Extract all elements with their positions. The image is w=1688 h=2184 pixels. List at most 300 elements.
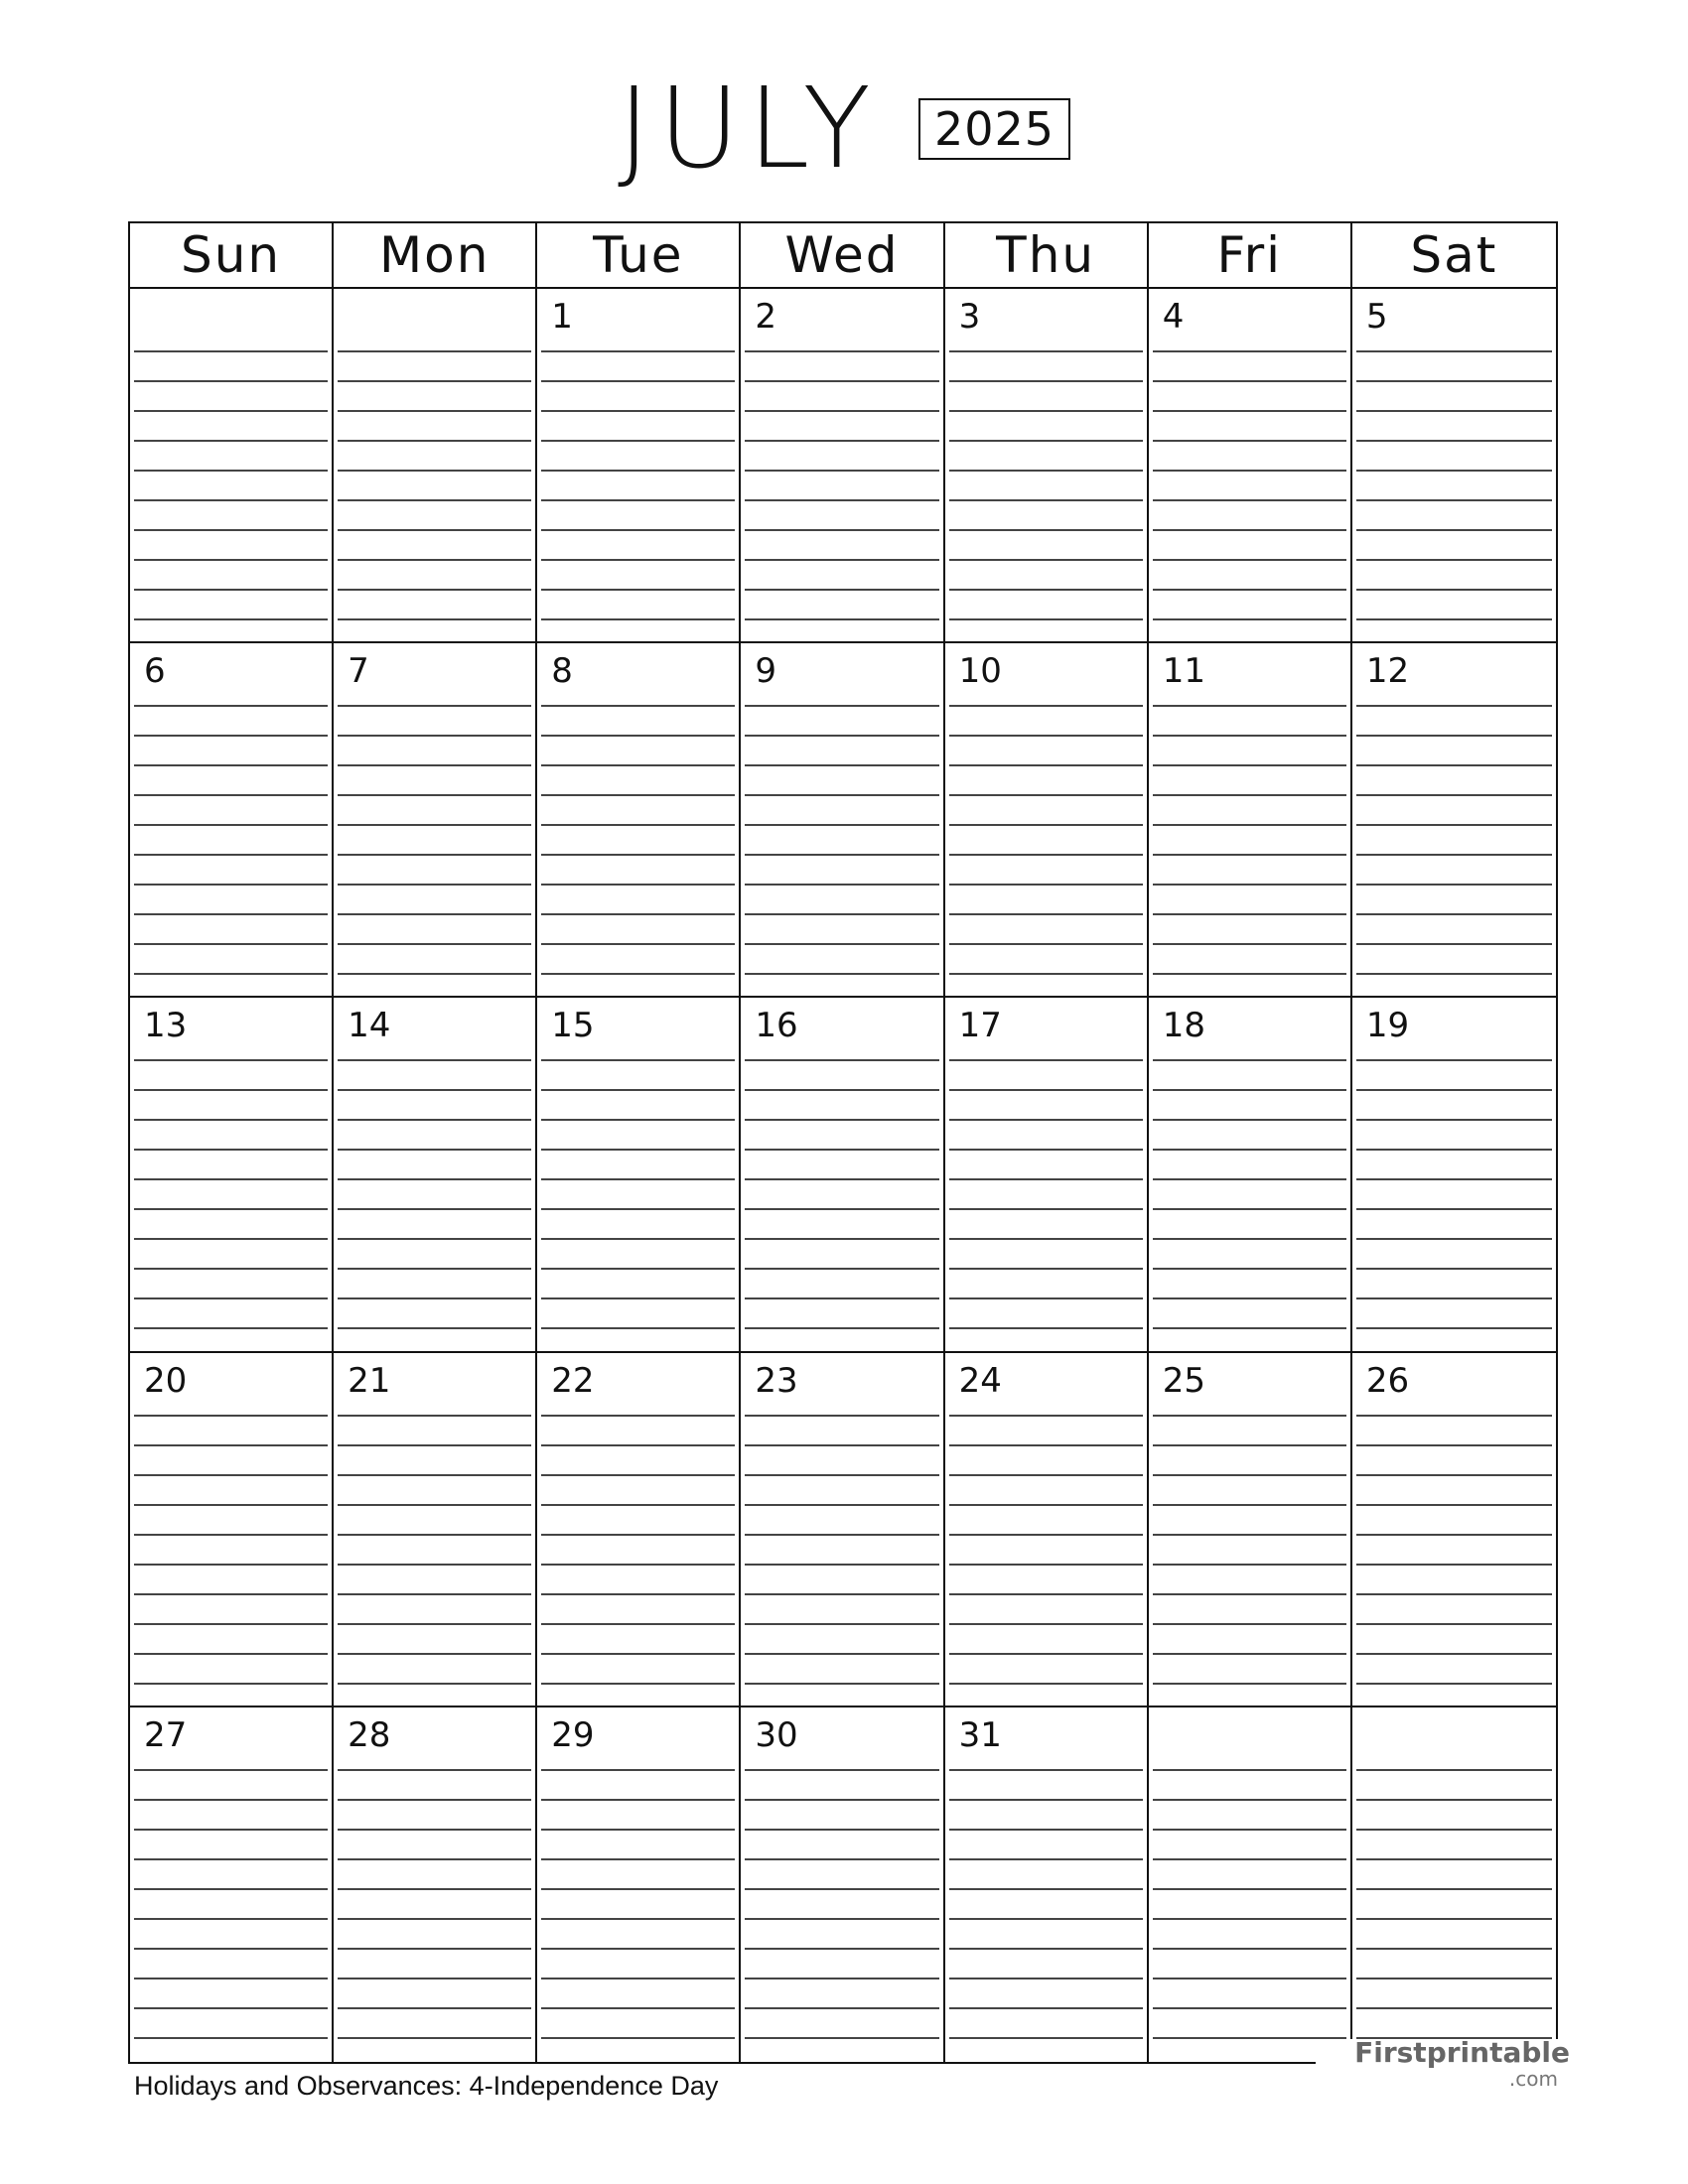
writing-line: [338, 913, 531, 915]
writing-line: [745, 1059, 938, 1061]
writing-line: [134, 1534, 328, 1536]
writing-line: [1356, 1918, 1552, 1920]
day-number: 23: [755, 1360, 798, 1401]
day-cell[interactable]: [741, 1353, 944, 1706]
day-cell[interactable]: [1352, 643, 1556, 996]
day-number: 6: [144, 651, 166, 692]
writing-line: [745, 1474, 938, 1476]
writing-line: [134, 1769, 328, 1771]
writing-line: [949, 440, 1143, 442]
writing-line: [745, 2037, 938, 2039]
writing-line: [338, 410, 531, 412]
year-badge: 2025: [918, 98, 1070, 161]
writing-line: [134, 913, 328, 915]
writing-line: [134, 943, 328, 945]
writing-line: [541, 1119, 735, 1121]
writing-line: [949, 1564, 1143, 1566]
writing-line: [1356, 380, 1552, 382]
writing-line: [745, 735, 938, 737]
writing-line: [541, 854, 735, 856]
writing-line: [745, 499, 938, 501]
calendar-grid: [128, 221, 1558, 2064]
day-number: 11: [1162, 651, 1205, 692]
writing-line: [745, 1089, 938, 1091]
writing-line: [541, 2037, 735, 2039]
writing-line: [949, 1059, 1143, 1061]
day-number: 30: [755, 1714, 798, 1755]
writing-line: [134, 589, 328, 591]
writing-line: [1153, 529, 1346, 531]
writing-line: [541, 2007, 735, 2009]
writing-line: [134, 1474, 328, 1476]
weeks-container: [130, 289, 1556, 2062]
writing-line: [1356, 470, 1552, 472]
writing-line: [134, 973, 328, 975]
writing-line: [745, 1564, 938, 1566]
writing-line: [1153, 1268, 1346, 1270]
writing-line: [338, 1918, 531, 1920]
writing-line: [949, 2007, 1143, 2009]
writing-line: [1153, 1683, 1346, 1685]
week-row: [130, 1353, 1556, 1707]
writing-line: [745, 1297, 938, 1299]
writing-line: [134, 1564, 328, 1566]
writing-line: [541, 1089, 735, 1091]
day-number: 26: [1365, 1360, 1410, 1401]
day-cell[interactable]: [130, 998, 334, 1350]
writing-line: [1356, 1415, 1552, 1417]
writing-line: [949, 1769, 1143, 1771]
writing-line: [745, 1653, 938, 1655]
writing-line: [134, 1059, 328, 1061]
day-cell[interactable]: [945, 643, 1149, 996]
writing-line: [541, 764, 735, 766]
writing-line: [949, 1888, 1143, 1890]
writing-line: [949, 764, 1143, 766]
writing-line: [1356, 1327, 1552, 1329]
writing-line: [1356, 1978, 1552, 1979]
writing-line: [541, 1297, 735, 1299]
writing-line: [1153, 1858, 1346, 1860]
writing-line: [1153, 794, 1346, 796]
writing-line: [134, 1948, 328, 1950]
writing-line: [541, 1208, 735, 1210]
writing-line: [541, 1948, 735, 1950]
writing-line: [134, 1799, 328, 1801]
writing-line: [745, 1623, 938, 1625]
holidays-note: Holidays and Observances: 4-Independence Day: [134, 2071, 719, 2101]
writing-line: [949, 1327, 1143, 1329]
day-cell[interactable]: [130, 643, 334, 996]
writing-line: [1356, 1238, 1552, 1240]
weekday-fri: Fri: [1149, 223, 1352, 287]
writing-line: [338, 1858, 531, 1860]
writing-line: [949, 559, 1143, 561]
writing-line: [338, 1948, 531, 1950]
writing-line: [745, 1149, 938, 1151]
writing-line: [949, 1829, 1143, 1831]
writing-line: [1356, 1089, 1552, 1091]
writing-line: [949, 529, 1143, 531]
writing-line: [1153, 705, 1346, 707]
writing-line: [1356, 1059, 1552, 1061]
writing-line: [134, 559, 328, 561]
writing-line: [541, 470, 735, 472]
writing-line: [1153, 735, 1346, 737]
writing-line: [949, 1978, 1143, 1979]
day-cell[interactable]: [1149, 289, 1352, 641]
writing-line: [1153, 1504, 1346, 1506]
writing-line: [541, 380, 735, 382]
writing-line: [745, 913, 938, 915]
day-cell[interactable]: [334, 1353, 537, 1706]
day-cell[interactable]: [1149, 998, 1352, 1350]
day-number: 21: [348, 1360, 391, 1401]
writing-line: [745, 1978, 938, 1979]
writing-line: [1356, 1888, 1552, 1890]
day-number: 4: [1162, 297, 1185, 337]
writing-line: [745, 589, 938, 591]
writing-line: [745, 1858, 938, 1860]
day-cell[interactable]: [537, 643, 741, 996]
writing-line: [541, 1178, 735, 1180]
writing-line: [338, 1623, 531, 1625]
writing-line: [541, 913, 735, 915]
writing-line: [338, 440, 531, 442]
writing-line: [1356, 973, 1552, 975]
writing-line: [1356, 943, 1552, 945]
day-cell[interactable]: [945, 289, 1149, 641]
writing-line: [338, 1593, 531, 1595]
day-cell[interactable]: [1149, 1707, 1352, 2062]
day-cell[interactable]: [1149, 643, 1352, 996]
writing-line: [338, 589, 531, 591]
writing-line: [1153, 380, 1346, 382]
writing-line: [134, 499, 328, 501]
day-cell[interactable]: [1352, 998, 1556, 1350]
writing-line: [338, 1799, 531, 1801]
day-number: 25: [1162, 1360, 1205, 1401]
day-number: 5: [1365, 297, 1388, 337]
writing-line: [134, 735, 328, 737]
day-number: 29: [551, 1714, 595, 1755]
writing-line: [1153, 2007, 1346, 2009]
writing-line: [1356, 1948, 1552, 1950]
day-cell[interactable]: [1352, 289, 1556, 641]
writing-line: [134, 380, 328, 382]
writing-line: [134, 764, 328, 766]
writing-line: [949, 824, 1143, 826]
writing-line: [1356, 589, 1552, 591]
writing-line: [949, 884, 1143, 886]
day-cell[interactable]: [537, 1707, 741, 2062]
day-cell[interactable]: [537, 998, 741, 1350]
writing-line: [1356, 1149, 1552, 1151]
writing-line: [949, 1948, 1143, 1950]
writing-line: [1153, 440, 1346, 442]
writing-line: [134, 1683, 328, 1685]
day-number: 15: [551, 1006, 595, 1046]
day-cell[interactable]: [1149, 1353, 1352, 1706]
writing-line: [338, 1149, 531, 1151]
writing-line: [134, 410, 328, 412]
writing-line: [541, 1829, 735, 1831]
day-cell[interactable]: [1352, 1707, 1556, 2062]
writing-line: [541, 1683, 735, 1685]
writing-line: [1153, 943, 1346, 945]
writing-line: [134, 1653, 328, 1655]
writing-line: [745, 1119, 938, 1121]
writing-line: [1356, 1829, 1552, 1831]
day-number: 16: [755, 1006, 798, 1046]
writing-line: [134, 1829, 328, 1831]
writing-line: [745, 410, 938, 412]
writing-line: [541, 794, 735, 796]
writing-line: [1356, 1119, 1552, 1121]
writing-line: [134, 1978, 328, 1979]
writing-line: [338, 854, 531, 856]
day-cell[interactable]: [537, 1353, 741, 1706]
writing-line: [949, 1593, 1143, 1595]
writing-line: [1153, 1948, 1346, 1950]
writing-line: [745, 1504, 938, 1506]
writing-line: [745, 943, 938, 945]
day-number: 27: [144, 1714, 188, 1755]
writing-line: [1153, 1059, 1346, 1061]
writing-line: [745, 1415, 938, 1417]
writing-line: [541, 618, 735, 620]
day-number: 7: [348, 651, 369, 692]
day-number: 28: [348, 1714, 391, 1755]
writing-line: [1153, 1149, 1346, 1151]
day-cell[interactable]: [334, 289, 537, 641]
writing-line: [1356, 1178, 1552, 1180]
writing-line: [1356, 824, 1552, 826]
day-cell[interactable]: [130, 1353, 334, 1706]
day-cell[interactable]: [741, 998, 944, 1350]
week-row: [130, 998, 1556, 1352]
writing-line: [745, 529, 938, 531]
writing-line: [1153, 1089, 1346, 1091]
day-cell[interactable]: [130, 289, 334, 641]
writing-line: [1153, 1888, 1346, 1890]
writing-line: [338, 1178, 531, 1180]
writing-line: [745, 470, 938, 472]
day-cell[interactable]: [741, 1707, 944, 2062]
writing-line: [338, 559, 531, 561]
writing-line: [338, 973, 531, 975]
writing-line: [745, 1948, 938, 1950]
writing-line: [745, 1829, 938, 1831]
writing-line: [949, 410, 1143, 412]
writing-line: [541, 1534, 735, 1536]
writing-line: [134, 1888, 328, 1890]
writing-line: [949, 1268, 1143, 1270]
writing-line: [134, 824, 328, 826]
writing-line: [1153, 1829, 1346, 1831]
writing-line: [541, 1474, 735, 1476]
writing-line: [745, 440, 938, 442]
writing-line: [949, 1858, 1143, 1860]
writing-line: [745, 350, 938, 352]
writing-line: [338, 943, 531, 945]
day-cell[interactable]: [334, 1707, 537, 2062]
writing-line: [338, 1297, 531, 1299]
writing-line: [338, 1208, 531, 1210]
writing-line: [338, 1238, 531, 1240]
writing-line: [541, 973, 735, 975]
writing-line: [541, 884, 735, 886]
writing-line: [745, 1238, 938, 1240]
writing-line: [745, 2007, 938, 2009]
day-number: 24: [958, 1360, 1002, 1401]
writing-line: [949, 735, 1143, 737]
day-cell[interactable]: [537, 289, 741, 641]
writing-line: [134, 440, 328, 442]
writing-line: [1153, 470, 1346, 472]
writing-line: [745, 1178, 938, 1180]
writing-line: [338, 2037, 531, 2039]
writing-line: [134, 705, 328, 707]
day-number: 17: [958, 1006, 1002, 1046]
writing-line: [1153, 559, 1346, 561]
writing-line: [1356, 854, 1552, 856]
writing-line: [338, 1683, 531, 1685]
writing-line: [1356, 2007, 1552, 2009]
writing-line: [949, 2037, 1143, 2039]
writing-line: [1356, 410, 1552, 412]
writing-line: [949, 589, 1143, 591]
writing-line: [949, 380, 1143, 382]
writing-line: [745, 794, 938, 796]
week-row: [130, 1707, 1556, 2062]
writing-line: [1153, 1208, 1346, 1210]
writing-line: [1153, 1474, 1346, 1476]
writing-line: [1356, 1683, 1552, 1685]
writing-line: [541, 1268, 735, 1270]
writing-line: [338, 1474, 531, 1476]
writing-line: [134, 1858, 328, 1860]
day-cell[interactable]: [945, 1707, 1149, 2062]
day-number: 9: [755, 651, 777, 692]
writing-line: [1356, 1268, 1552, 1270]
writing-line: [745, 854, 938, 856]
writing-line: [745, 1918, 938, 1920]
writing-line: [541, 1858, 735, 1860]
weekday-mon: Mon: [334, 223, 537, 287]
writing-line: [1153, 1653, 1346, 1655]
writing-line: [338, 1653, 531, 1655]
writing-line: [1153, 589, 1346, 591]
day-cell[interactable]: [741, 289, 944, 641]
day-cell[interactable]: [945, 998, 1149, 1350]
writing-line: [949, 1149, 1143, 1151]
writing-line: [1356, 1564, 1552, 1566]
writing-line: [134, 1178, 328, 1180]
writing-line: [338, 1089, 531, 1091]
writing-line: [745, 884, 938, 886]
writing-line: [1356, 794, 1552, 796]
brand-logo: [1316, 2036, 1576, 2091]
writing-line: [1153, 1978, 1346, 1979]
day-number: 2: [755, 297, 777, 337]
day-number: 22: [551, 1360, 595, 1401]
writing-line: [541, 735, 735, 737]
writing-line: [541, 529, 735, 531]
writing-line: [745, 1799, 938, 1801]
day-cell[interactable]: [945, 1353, 1149, 1706]
writing-line: [949, 1415, 1143, 1417]
writing-line: [134, 1238, 328, 1240]
writing-line: [949, 350, 1143, 352]
writing-line: [1356, 1208, 1552, 1210]
writing-line: [1356, 1297, 1552, 1299]
writing-line: [745, 1327, 938, 1329]
day-number: 3: [958, 297, 981, 337]
writing-line: [1356, 618, 1552, 620]
writing-line: [134, 1415, 328, 1417]
writing-line: [1356, 1504, 1552, 1506]
day-cell[interactable]: [1352, 1353, 1556, 1706]
writing-line: [1153, 1769, 1346, 1771]
writing-line: [338, 794, 531, 796]
writing-line: [1356, 1623, 1552, 1625]
writing-line: [134, 1327, 328, 1329]
day-number: 1: [551, 297, 573, 337]
writing-line: [134, 1593, 328, 1595]
day-number: 14: [348, 1006, 391, 1046]
writing-line: [1153, 1534, 1346, 1536]
day-number: 10: [958, 651, 1002, 692]
writing-line: [134, 2037, 328, 2039]
writing-line: [338, 380, 531, 382]
day-cell[interactable]: [334, 998, 537, 1350]
writing-line: [134, 1623, 328, 1625]
writing-line: [541, 943, 735, 945]
week-row: [130, 643, 1556, 998]
month-title: JULY: [617, 65, 879, 194]
writing-line: [745, 1268, 938, 1270]
day-number: 19: [1365, 1006, 1410, 1046]
day-cell[interactable]: [334, 643, 537, 996]
writing-line: [338, 1769, 531, 1771]
writing-line: [541, 1149, 735, 1151]
calendar-header: [0, 65, 1688, 194]
writing-line: [134, 1119, 328, 1121]
day-cell[interactable]: [130, 1707, 334, 2062]
writing-line: [949, 973, 1143, 975]
writing-line: [541, 440, 735, 442]
writing-line: [1153, 618, 1346, 620]
writing-line: [949, 1297, 1143, 1299]
writing-line: [1356, 1474, 1552, 1476]
writing-line: [338, 1268, 531, 1270]
writing-line: [134, 1149, 328, 1151]
writing-line: [338, 764, 531, 766]
writing-line: [541, 1059, 735, 1061]
writing-line: [134, 1504, 328, 1506]
day-number: 18: [1162, 1006, 1205, 1046]
writing-line: [949, 618, 1143, 620]
writing-line: [949, 499, 1143, 501]
writing-line: [1153, 1564, 1346, 1566]
writing-line: [1356, 1799, 1552, 1801]
writing-line: [1153, 1799, 1346, 1801]
writing-line: [949, 1623, 1143, 1625]
writing-line: [541, 1653, 735, 1655]
writing-line: [1356, 913, 1552, 915]
day-cell[interactable]: [741, 643, 944, 996]
